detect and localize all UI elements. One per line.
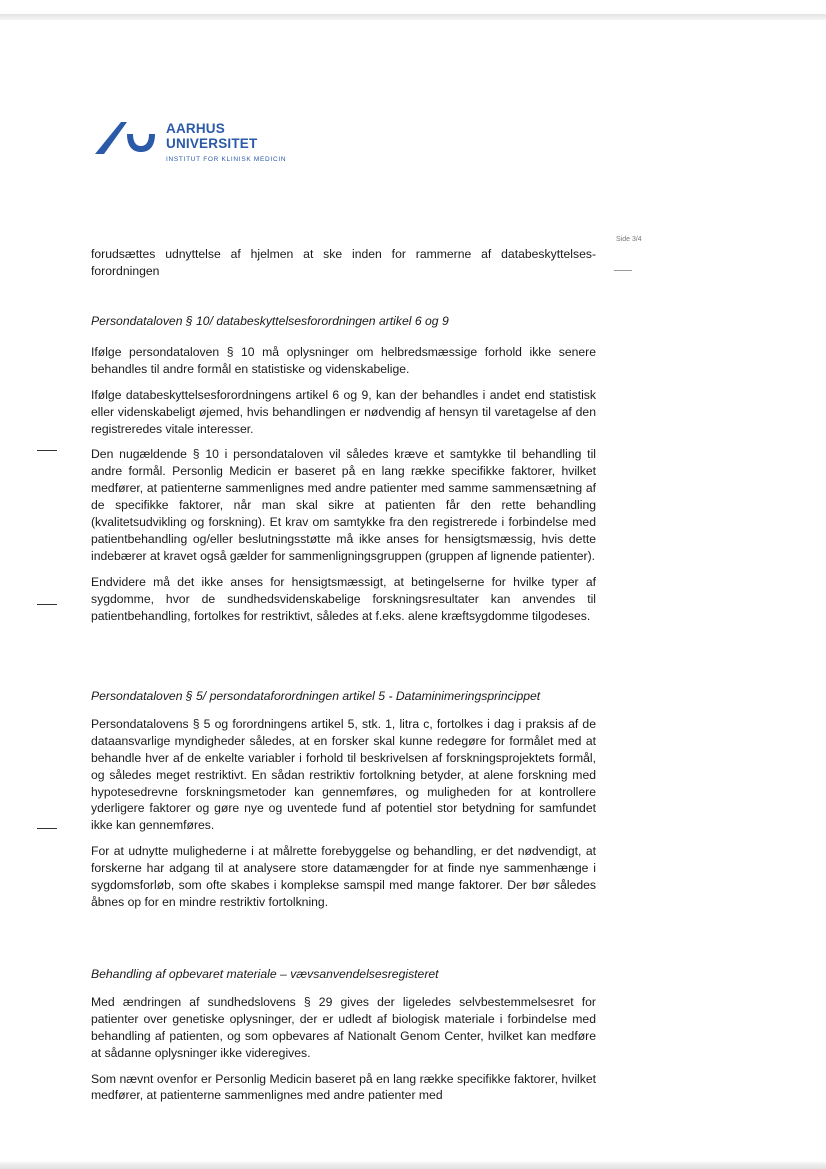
logo-wordmark: AARHUS UNIVERSITET — [166, 121, 258, 151]
margin-mark — [37, 604, 57, 605]
scan-edge-top — [0, 14, 826, 20]
paragraph: Ifølge databeskyttelsesforordningens artikel 6 og 9, kan der behandles i andet end statistisk eller videnskabeligt øjemed, hvis behandlingen er nødvendig af hensyn til varetagelse af den registreredes vitale interesser. — [91, 387, 596, 436]
section-heading: Persondataloven § 5/ persondataforordningen artikel 5 - Dataminimeringsprincippet — [91, 689, 541, 703]
section-1 — [91, 313, 596, 634]
intro-paragraph — [91, 246, 596, 289]
page-number-rule — [614, 270, 632, 271]
margin-mark — [37, 828, 57, 829]
section-heading: Behandling af opbevaret materiale – vævsanvendelsesregisteret — [91, 967, 439, 981]
paragraph: Med ændringen af sundhedslovens § 29 gives der ligeledes selvbestemmelsesret for patienter over genetiske oplysninger, der er udledt af biologisk materiale i forbindelse med behandling af patienten, og som opbevares af Nationalt Genom Center, hvilket kan medføre at sådanne oplysninger ikke videregives. — [91, 994, 596, 1060]
page-number: Side 3/4 — [616, 236, 642, 243]
paragraph: For at udnytte mulighederne i at målrette forebyggelse og behandling, er det nødvendigt, at forskerne har adgang til at analysere store datamængder for at finde nye sammenhænge i sygdomsforløb, som ofte skabes i komplekse samspil med mange faktorer. Der bør således åbnes op for en mindre restriktiv fortolkning. — [91, 844, 596, 909]
paragraph: Den nugældende § 10 i persondataloven vil således kræve et samtykke til behandling til andre formål. Personlig Medicin er baseret på en lang række specifikke faktorer, hvilket medfører, at patienterne sammenlignes med andre patienter med samme sammensætning af de specifikke faktorer, når man skal sikre at patienten får den rette behandling (kvalitetsudvikling og forskning). Et krav om samtykke fra den registrerede i forbindelse med patientbehandling og/eller beslutningsstøtte må ikke anses for hensigtsmæssig, hvis dette indebærer at kravet også gælder for sammenligningsgruppen (gruppen af lignende patienter). — [91, 447, 596, 563]
paragraph: Ifølge persondataloven § 10 må oplysninger om helbredsmæssige forhold ikke senere behandles til andre formål en statistiske og videnskabelige. — [91, 344, 596, 376]
scan-edge-bottom — [0, 1162, 826, 1169]
intro-text: forudsættes udnyttelse af hjelmen at ske inden for rammerne af databeskyttelses-forordningen — [91, 247, 596, 278]
paragraph: Endvidere må det ikke anses for hensigtsmæssigt, at betingelserne for hvilke typer af sygdomme, hvor de sundhedsvidenskabelige forskningsresultater kan anvendes til patientbehandling, fortolkes for restriktivt, således at f.eks. alene kræftsygdomme tilgodeses. — [91, 574, 596, 623]
aarhus-university-logo — [95, 118, 335, 173]
section-2 — [91, 688, 596, 920]
institute-name: INSTITUT FOR KLINISK MEDICIN — [166, 156, 287, 163]
section-heading: Persondataloven § 10/ databeskyttelsesforordningen artikel 6 og 9 — [91, 314, 449, 328]
au-logo-icon — [95, 120, 157, 156]
margin-mark — [37, 450, 57, 451]
paragraph: Som nævnt ovenfor er Personlig Medicin baseret på en lang række specifikke faktorer, hvilket medfører, at patienterne sammenlignes med andre patienter med — [91, 1071, 596, 1103]
section-3 — [91, 966, 596, 1113]
paragraph: Persondatalovens § 5 og forordningens artikel 5, stk. 1, litra c, fortolkes i dag i praksis af de dataansvarlige myndigheder således, at en forsker skal kunne redegøre for formålet med at behandle hver af de enkelte variabler i forhold til beskrivelsen af forskningsprojektets formål, og således meget restriktivt. En sådan restriktiv fortolkning betyder, at alene forskning med hypotesedrevne forskningsmetoder kan gennemføres, og muligheden for at kontrollere yderligere faktorer og gøre nye og uventede fund af potentiel stor betydning for samfundet ikke kan gennemføres. — [91, 716, 596, 833]
